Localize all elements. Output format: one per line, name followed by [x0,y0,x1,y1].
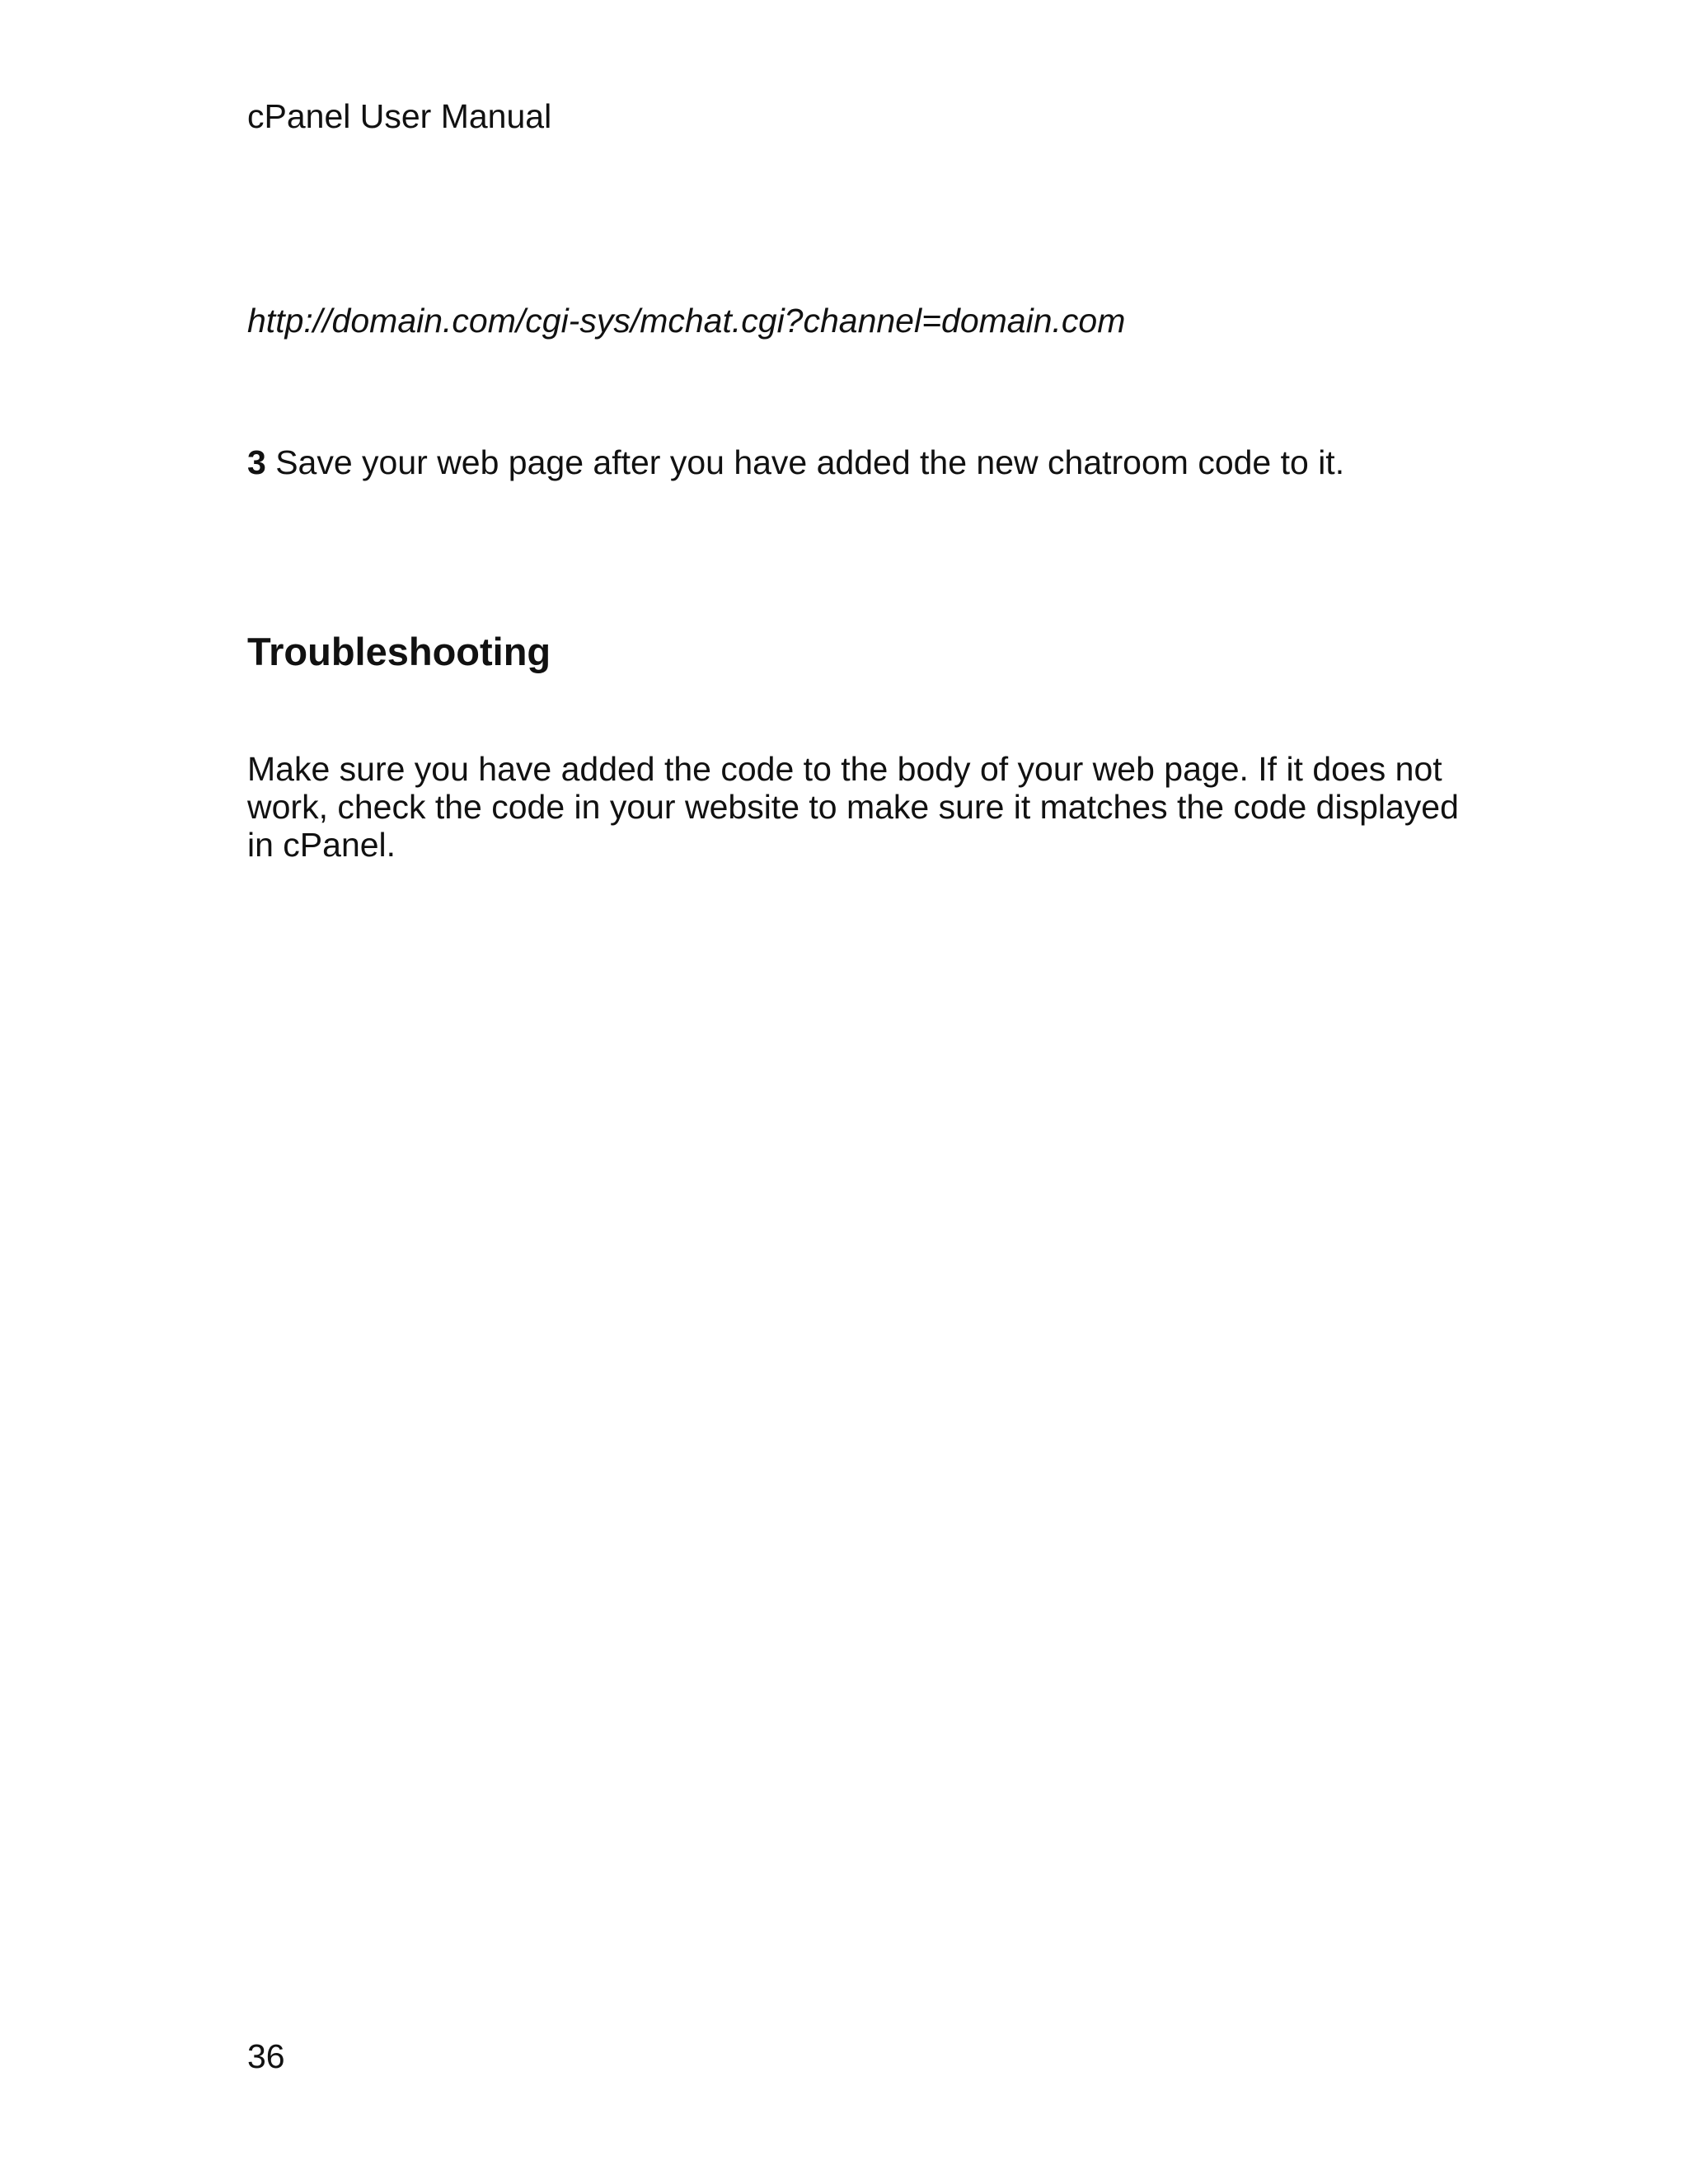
page-number: 36 [247,2037,285,2075]
step-number: 3 [247,443,266,481]
troubleshooting-paragraph [247,750,1459,864]
section-heading: Troubleshooting [247,630,551,673]
step-text: Save your web page after you have added the new chatroom code to it. [265,443,1345,481]
chat-url: http://domain.com/cgi-sys/mchat.cgi?channel=domain.com [247,302,1126,340]
paragraph-line: Make sure you have added the code to the body of your web page. If it does not [247,750,1442,788]
running-header: cPanel User Manual [247,97,552,135]
paragraph-line: work, check the code in your website to make sure it matches the code displayed [247,788,1459,826]
paragraph-line: in cPanel. [247,826,396,864]
step-instruction [247,442,1344,483]
